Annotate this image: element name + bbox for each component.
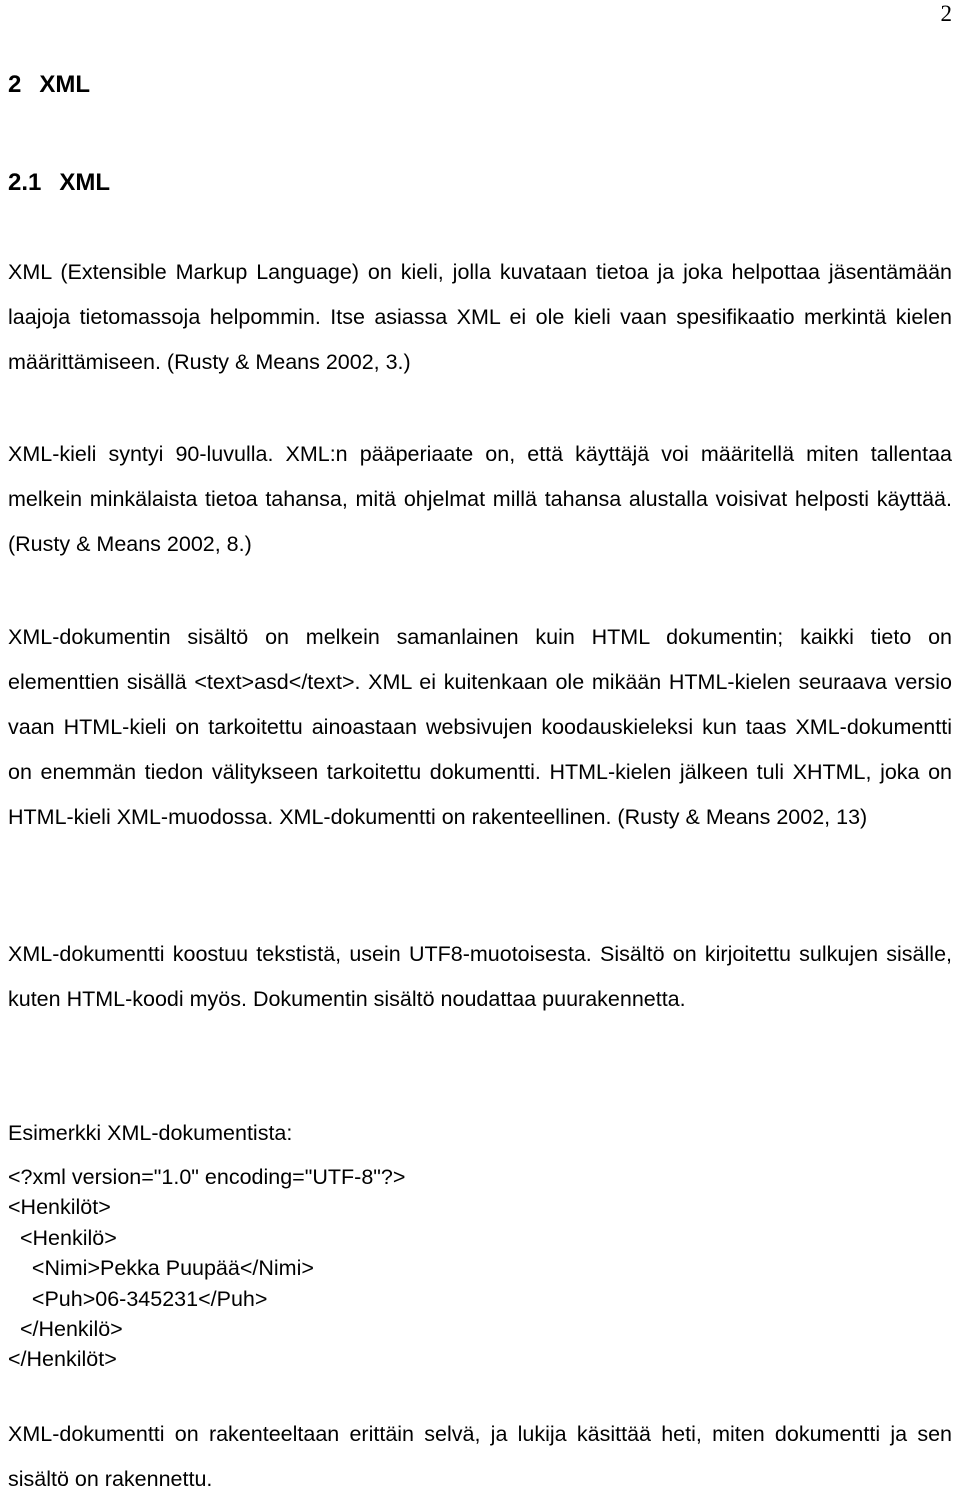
chapter-number: 2 <box>8 71 22 98</box>
chapter-heading <box>8 70 90 100</box>
code-line: </Henkilö> <box>8 1317 123 1342</box>
xml-example-code <box>8 1162 405 1375</box>
paragraph-html-comparison: XML-dokumentin sisältö on melkein samanlainen kuin HTML dokumentin; kaikki tieto on elementtien sisällä <text>asd</text>. XML ei kuitenkaan ole mikään HTML-kielen seuraava versio vaan HTML-kieli on tarkoitettu ainoastaan websivujen koodauskieleksi kun taas XML-dokumentti on enemmän tiedon välitykseen tarkoitettu dokumentti. HTML-kielen jälkeen tuli XHTML, joka on HTML-kieli XML-muodossa. XML-dokumentti on rakenteellinen. (Rusty & Means 2002, 13) <box>8 625 952 829</box>
code-line: <Henkilöt> <box>8 1195 111 1220</box>
section-number: 2.1 <box>8 169 42 196</box>
section-heading <box>8 168 110 198</box>
code-line: </Henkilöt> <box>8 1347 117 1372</box>
example-label: Esimerkki XML-dokumentista: <box>8 1121 293 1145</box>
paragraph-conclusion: XML-dokumentti on rakenteeltaan erittäin selvä, ja lukija käsittää heti, miten dokumentti ja sen sisältö on rakennettu. <box>8 1422 952 1491</box>
code-line: <Puh>06-345231</Puh> <box>8 1286 268 1311</box>
paragraph-intro: XML (Extensible Markup Language) on kieli, jolla kuvataan tietoa ja joka helpottaa jäsentämään laajoja tietomassoja helpommin. Itse asiassa XML ei ole kieli vaan spesifikaatio merkintä kielen määrittämiseen. (Rusty & Means 2002, 3.) <box>8 260 952 374</box>
paragraph-history: XML-kieli syntyi 90-luvulla. XML:n pääperiaate on, että käyttäjä voi määritellä miten tallentaa melkein minkälaista tietoa tahansa, mitä ohjelmat millä tahansa alustalla voisivat helposti käyttää. (Rusty & Means 2002, 8.) <box>8 442 952 556</box>
paragraph-structure: XML-dokumentti koostuu tekstistä, usein UTF8-muotoisesta. Sisältö on kirjoitettu sulkujen sisälle, kuten HTML-koodi myös. Dokumentin sisältö noudattaa puurakennetta. <box>8 942 952 1011</box>
section-title: XML <box>59 169 111 196</box>
code-line: <?xml version="1.0" encoding="UTF-8"?> <box>8 1165 406 1189</box>
chapter-title: XML <box>39 71 91 98</box>
code-line: <Nimi>Pekka Puupää</Nimi> <box>8 1256 314 1281</box>
page-number: 2 <box>940 1 952 26</box>
code-line: <Henkilö> <box>8 1225 117 1250</box>
